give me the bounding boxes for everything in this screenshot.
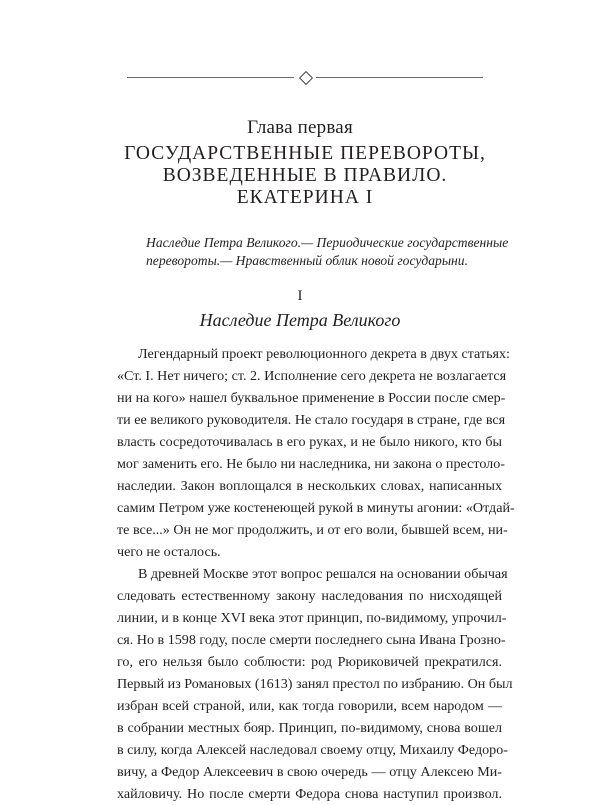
body-line: «Ст. I. Нет ничего; ст. 2. Исполнение сего декрета не возлагается: [117, 368, 507, 384]
chapter-title-line: ГОСУДАРСТВЕННЫЕ ПЕРЕВОРОТЫ,: [124, 143, 486, 164]
body-line: в собрании местных бояр. Принцип, по-видимому, снова вошел: [117, 720, 502, 736]
section-number: I: [297, 288, 303, 304]
body-line: власть сосредоточивалась в его руках, и не было никого, кто бы: [117, 434, 502, 450]
chapter-label: Глава первая: [247, 117, 353, 138]
body-line: Легендарный проект революционного декрета в двух статьях:: [138, 346, 510, 362]
synopsis-line: Наследие Петра Великого.— Периодические государственные: [146, 235, 509, 250]
ornament-line-left: [127, 77, 294, 78]
synopsis-line: перевороты.— Нравственный облик новой государыни.: [146, 253, 468, 268]
body-line: следовать естественному закону наследования по нисходящей: [117, 588, 502, 604]
body-line: самим Петром уже костенеющей рукой в минуты агонии: «Отдай-: [117, 500, 515, 516]
body-line: В древней Москве этот вопрос решался на основании обычая: [138, 566, 508, 582]
body-line: ти ее великого руководителя. Не стало государя в стране, где вся: [117, 412, 506, 428]
body-line: чего не осталось.: [117, 544, 221, 560]
chapter-title-line: ВОЗВЕДЕННЫЕ В ПРАВИЛО.: [162, 165, 448, 186]
chapter-title: [110, 143, 500, 209]
body-line: вичу, а Федор Алексеевич в свою очередь — отцу Алексею Ми-: [117, 764, 502, 780]
body-text: [117, 343, 515, 805]
section-title: Наследие Петра Великого: [199, 310, 401, 330]
body-line: линии, и в конце XVI века этот принцип, по-видимому, упрочил-: [117, 610, 507, 626]
body-line: го, его нельзя было соблюсти: род Рюриковичей прекратился.: [117, 654, 502, 670]
body-line: в силу, когда Алексей наследовал своему отцу, Михаилу Федоро-: [117, 742, 508, 758]
body-line: ся. Но в 1598 году, после смерти последнего сына Ивана Грозно-: [117, 632, 506, 648]
body-line: ни на кого» нашел буквальное применение в России после смер-: [117, 390, 506, 406]
body-line: хайловичу. Но после смерти Федора снова наступил произвол.: [117, 786, 502, 802]
body-line: избран всей страной, или, как тогда говорили, всем народом —: [117, 698, 502, 714]
body-line: мог заменить его. Не было ни наследника, ни закона о престоло-: [117, 456, 505, 472]
chapter-synopsis: [146, 234, 509, 270]
body-line: Первый из Романовых (1613) занял престол по избранию. Он был: [117, 676, 513, 692]
chapter-title-line: ЕКАТЕРИНА I: [236, 187, 374, 208]
body-line: наследии. Закон воплощался в нескольких словах, написанных: [117, 478, 502, 494]
diamond-icon: [299, 71, 313, 85]
ornament-line-right: [316, 77, 483, 78]
header-ornament: [127, 71, 483, 85]
body-line: те все...» Он не мог продолжить, и от его воли, бывшей всем, ни-: [117, 522, 508, 538]
